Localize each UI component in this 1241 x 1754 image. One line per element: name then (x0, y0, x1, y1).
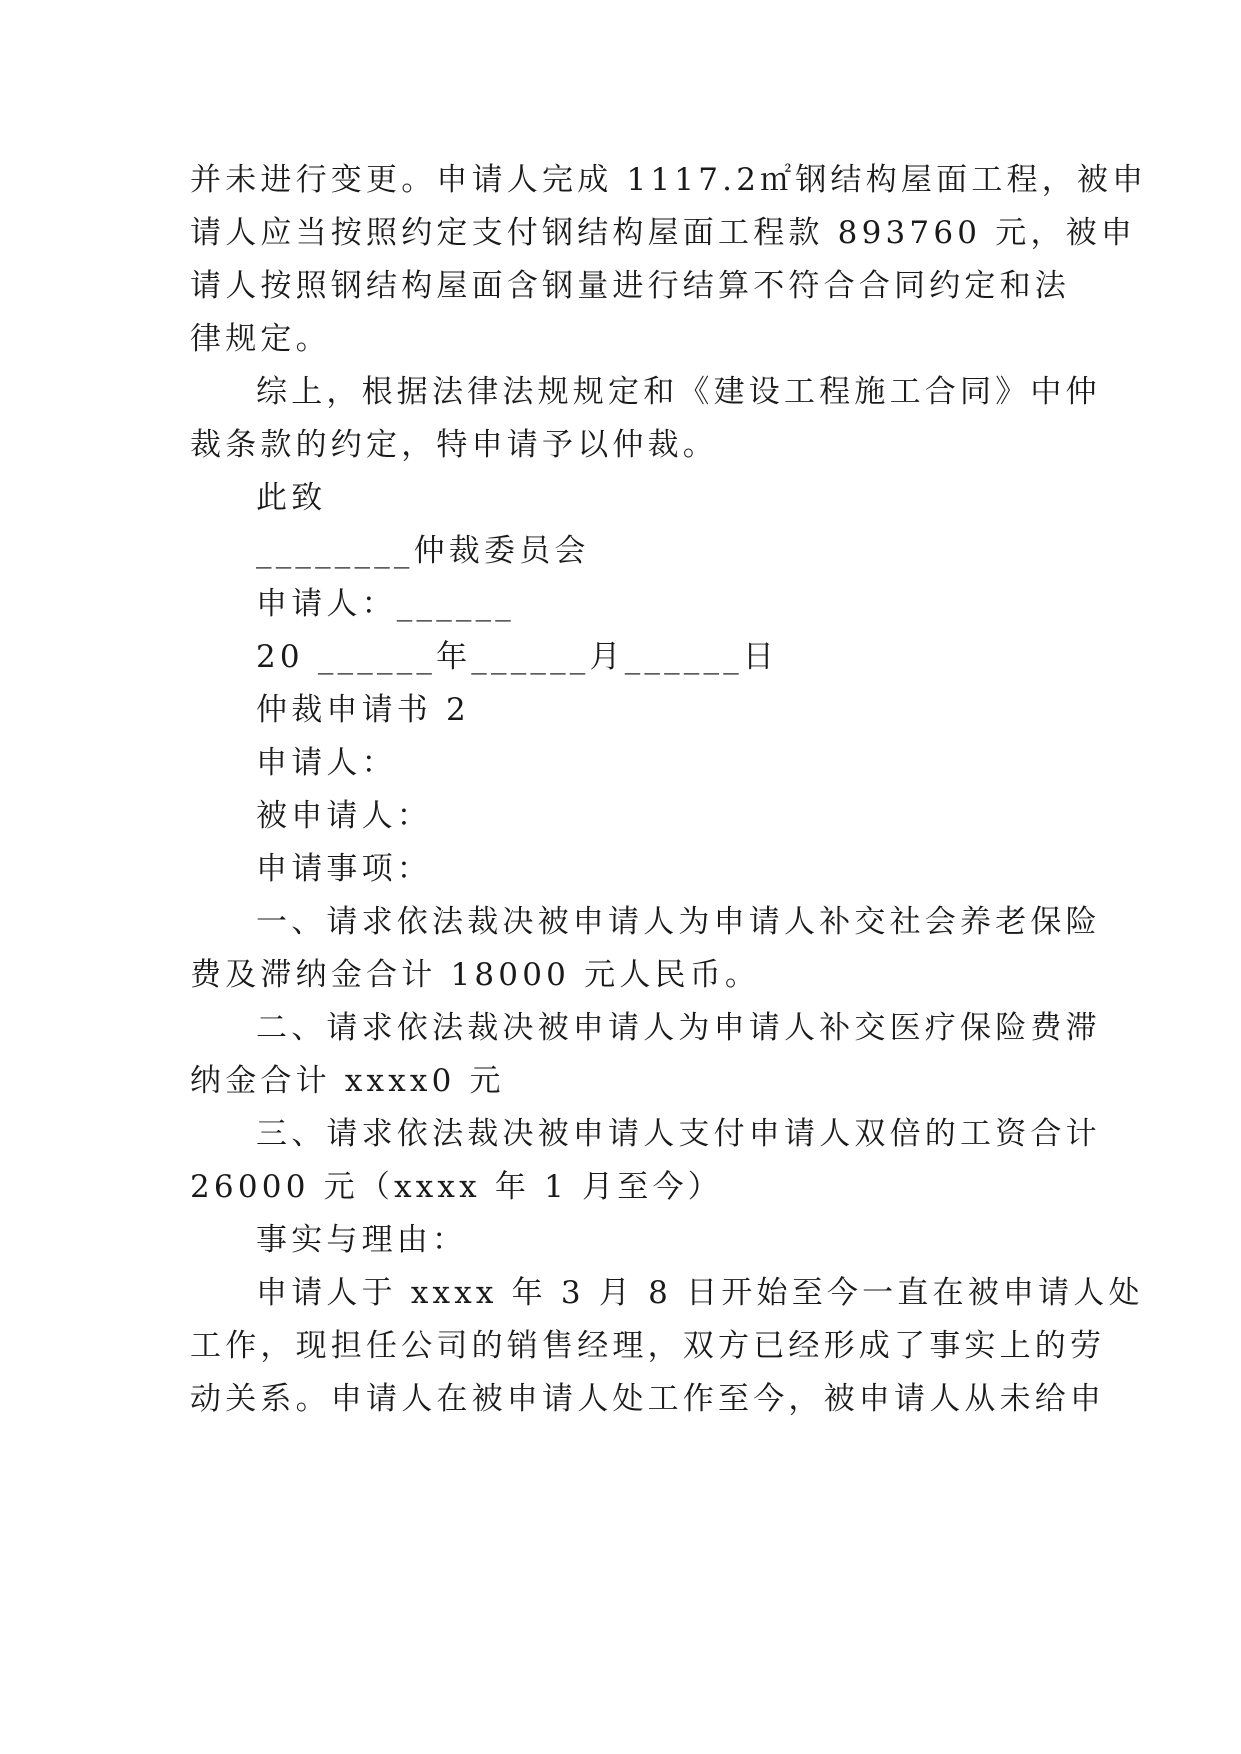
text-line: 三、请求依法裁决被申请人支付申请人双倍的工资合计 (256, 1116, 1101, 1152)
text-line: 纳金合计 xxxx0 元 (190, 1063, 505, 1099)
claims-heading: 申请事项： (256, 851, 432, 887)
applicant-label: 申请人： (256, 745, 397, 781)
text-line: 并未进行变更。申请人完成 1117.2㎡钢结构屋面工程，被申 (190, 162, 1148, 198)
text-line: 裁条款的约定，特申请予以仲裁。 (190, 427, 718, 463)
section-title: 仲裁申请书 2 (256, 692, 470, 728)
text-line: 费及滞纳金合计 18000 元人民币。 (190, 957, 761, 993)
text-line: 申请人于 xxxx 年 3 月 8 日开始至今一直在被申请人处 (256, 1275, 1144, 1311)
text-line: 请人按照钢结构屋面含钢量进行结算不符合合同约定和法 (190, 268, 1070, 304)
text-line: 动关系。申请人在被申请人处工作至今，被申请人从未给申 (190, 1381, 1106, 1417)
facts-heading: 事实与理由： (256, 1222, 468, 1258)
text-line: 工作，现担任公司的销售经理，双方已经形成了事实上的劳 (190, 1328, 1106, 1364)
addressee: ________仲裁委员会 (256, 533, 590, 569)
text-line: 请人应当按照约定支付钢结构屋面工程款 893760 元，被申 (190, 215, 1137, 251)
applicant-signature: 申请人：______ (256, 586, 515, 622)
respondent-label: 被申请人： (256, 798, 432, 834)
date-line: 20 ______年______月______日 (256, 639, 779, 675)
text-line: 律规定。 (190, 321, 331, 357)
text-line: 二、请求依法裁决被申请人为申请人补交医疗保险费滞 (256, 1010, 1101, 1046)
text-line: 26000 元（xxxx 年 1 月至今） (190, 1169, 723, 1205)
text-line: 综上，根据法律法规规定和《建设工程施工合同》中仲 (256, 374, 1101, 410)
salutation: 此致 (256, 480, 327, 516)
text-line: 一、请求依法裁决被申请人为申请人补交社会养老保险 (256, 904, 1101, 940)
